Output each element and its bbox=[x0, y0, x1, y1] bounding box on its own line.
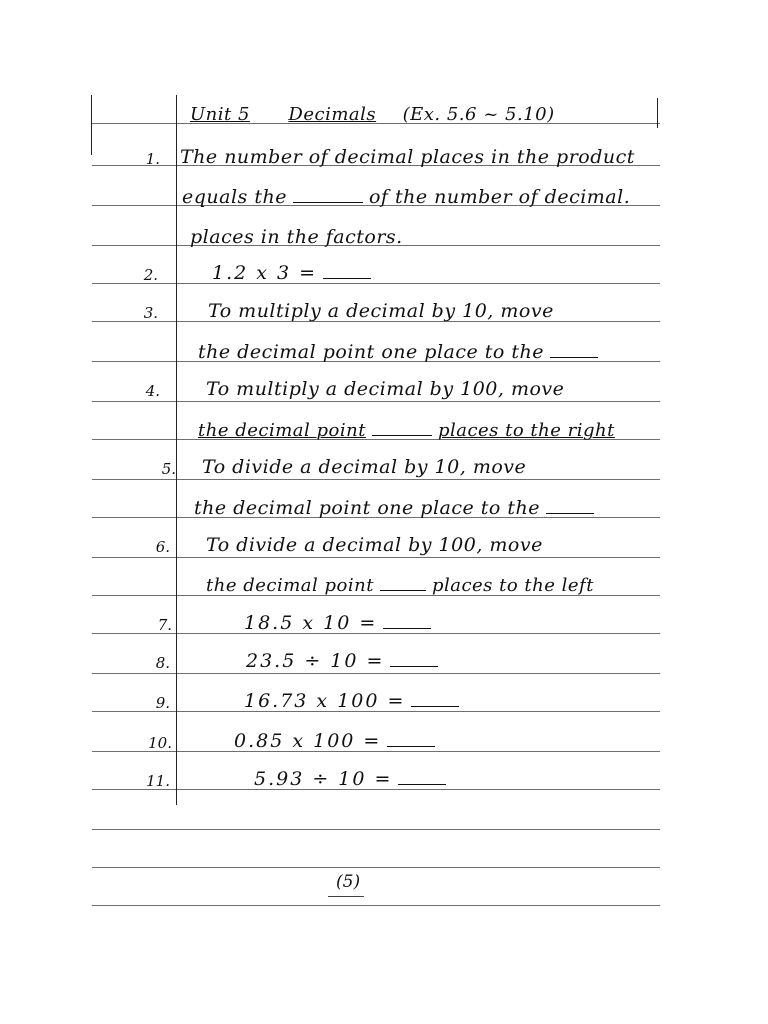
question-text bbox=[194, 497, 600, 519]
question-number: 2. bbox=[143, 266, 158, 284]
question-text: places in the factors. bbox=[190, 226, 403, 248]
question-text bbox=[244, 690, 465, 712]
question-text bbox=[234, 730, 441, 752]
question-text: To divide a decimal by 100, move bbox=[206, 534, 543, 556]
question-number: 7. bbox=[157, 616, 172, 634]
question-text bbox=[198, 341, 604, 363]
question-text-part: 16.73 x 100 = bbox=[244, 690, 406, 712]
ruled-line bbox=[92, 673, 660, 674]
question-number: 5. bbox=[161, 460, 176, 478]
ruled-line bbox=[92, 401, 660, 402]
exercise-range: (Ex. 5.6 ~ 5.10) bbox=[402, 104, 555, 125]
question-text-part: of the number of decimal. bbox=[368, 186, 631, 208]
ruled-line bbox=[92, 557, 660, 558]
answer-blank bbox=[398, 772, 446, 785]
page-number-underline bbox=[328, 896, 364, 897]
answer-blank bbox=[383, 616, 431, 629]
question-number: 10. bbox=[148, 734, 172, 752]
question-text-part: the decimal point bbox=[198, 420, 366, 441]
question-text bbox=[254, 768, 452, 790]
page-edge-mark bbox=[657, 98, 658, 128]
question-text: To multiply a decimal by 10, move bbox=[208, 300, 554, 322]
question-text-part: 5.93 ÷ 10 = bbox=[254, 768, 393, 790]
question-text-part: places to the left bbox=[431, 575, 594, 596]
answer-blank bbox=[323, 266, 371, 279]
answer-blank bbox=[387, 734, 435, 747]
page-title bbox=[190, 104, 555, 126]
question-text-part: 18.5 x 10 = bbox=[244, 612, 378, 634]
question-text bbox=[246, 650, 444, 672]
page-edge-mark bbox=[91, 95, 92, 155]
answer-blank bbox=[550, 345, 598, 358]
question-text-part: the decimal point bbox=[206, 575, 374, 596]
question-number: 9. bbox=[155, 694, 170, 712]
question-text-part: 23.5 ÷ 10 = bbox=[246, 650, 385, 672]
ruled-line bbox=[92, 829, 660, 830]
page-number: (5) bbox=[336, 872, 361, 892]
question-text-part: 1.2 x 3 = bbox=[212, 262, 318, 284]
question-number: 8. bbox=[155, 654, 170, 672]
question-text: To multiply a decimal by 100, move bbox=[206, 378, 565, 400]
question-text-part: the decimal point one place to the bbox=[198, 341, 545, 363]
question-text bbox=[244, 612, 437, 634]
ruled-line bbox=[92, 479, 660, 480]
answer-blank bbox=[293, 190, 363, 203]
topic-label: Decimals bbox=[288, 104, 377, 125]
answer-blank bbox=[411, 694, 459, 707]
question-text: The number of decimal places in the product bbox=[180, 146, 635, 168]
question-text bbox=[212, 262, 377, 284]
question-text bbox=[198, 420, 615, 442]
answer-blank bbox=[390, 654, 438, 667]
question-text-part: the decimal point one place to the bbox=[194, 497, 541, 519]
question-text bbox=[206, 575, 594, 597]
question-text-part: equals the bbox=[182, 186, 287, 208]
answer-blank bbox=[380, 578, 426, 591]
margin-line bbox=[176, 95, 177, 805]
ruled-line bbox=[92, 905, 660, 906]
answer-blank bbox=[546, 501, 594, 514]
question-number: 4. bbox=[145, 382, 160, 400]
question-text bbox=[182, 186, 630, 208]
question-text: To divide a decimal by 10, move bbox=[202, 456, 527, 478]
question-text-part: 0.85 x 100 = bbox=[234, 730, 382, 752]
question-number: 11. bbox=[146, 772, 170, 790]
question-text-part: places to the right bbox=[437, 420, 615, 441]
question-number: 1. bbox=[145, 150, 160, 168]
unit-label: Unit 5 bbox=[190, 104, 250, 125]
question-number: 3. bbox=[143, 304, 158, 322]
answer-blank bbox=[372, 423, 432, 436]
ruled-line bbox=[92, 867, 660, 868]
question-number: 6. bbox=[155, 538, 170, 556]
